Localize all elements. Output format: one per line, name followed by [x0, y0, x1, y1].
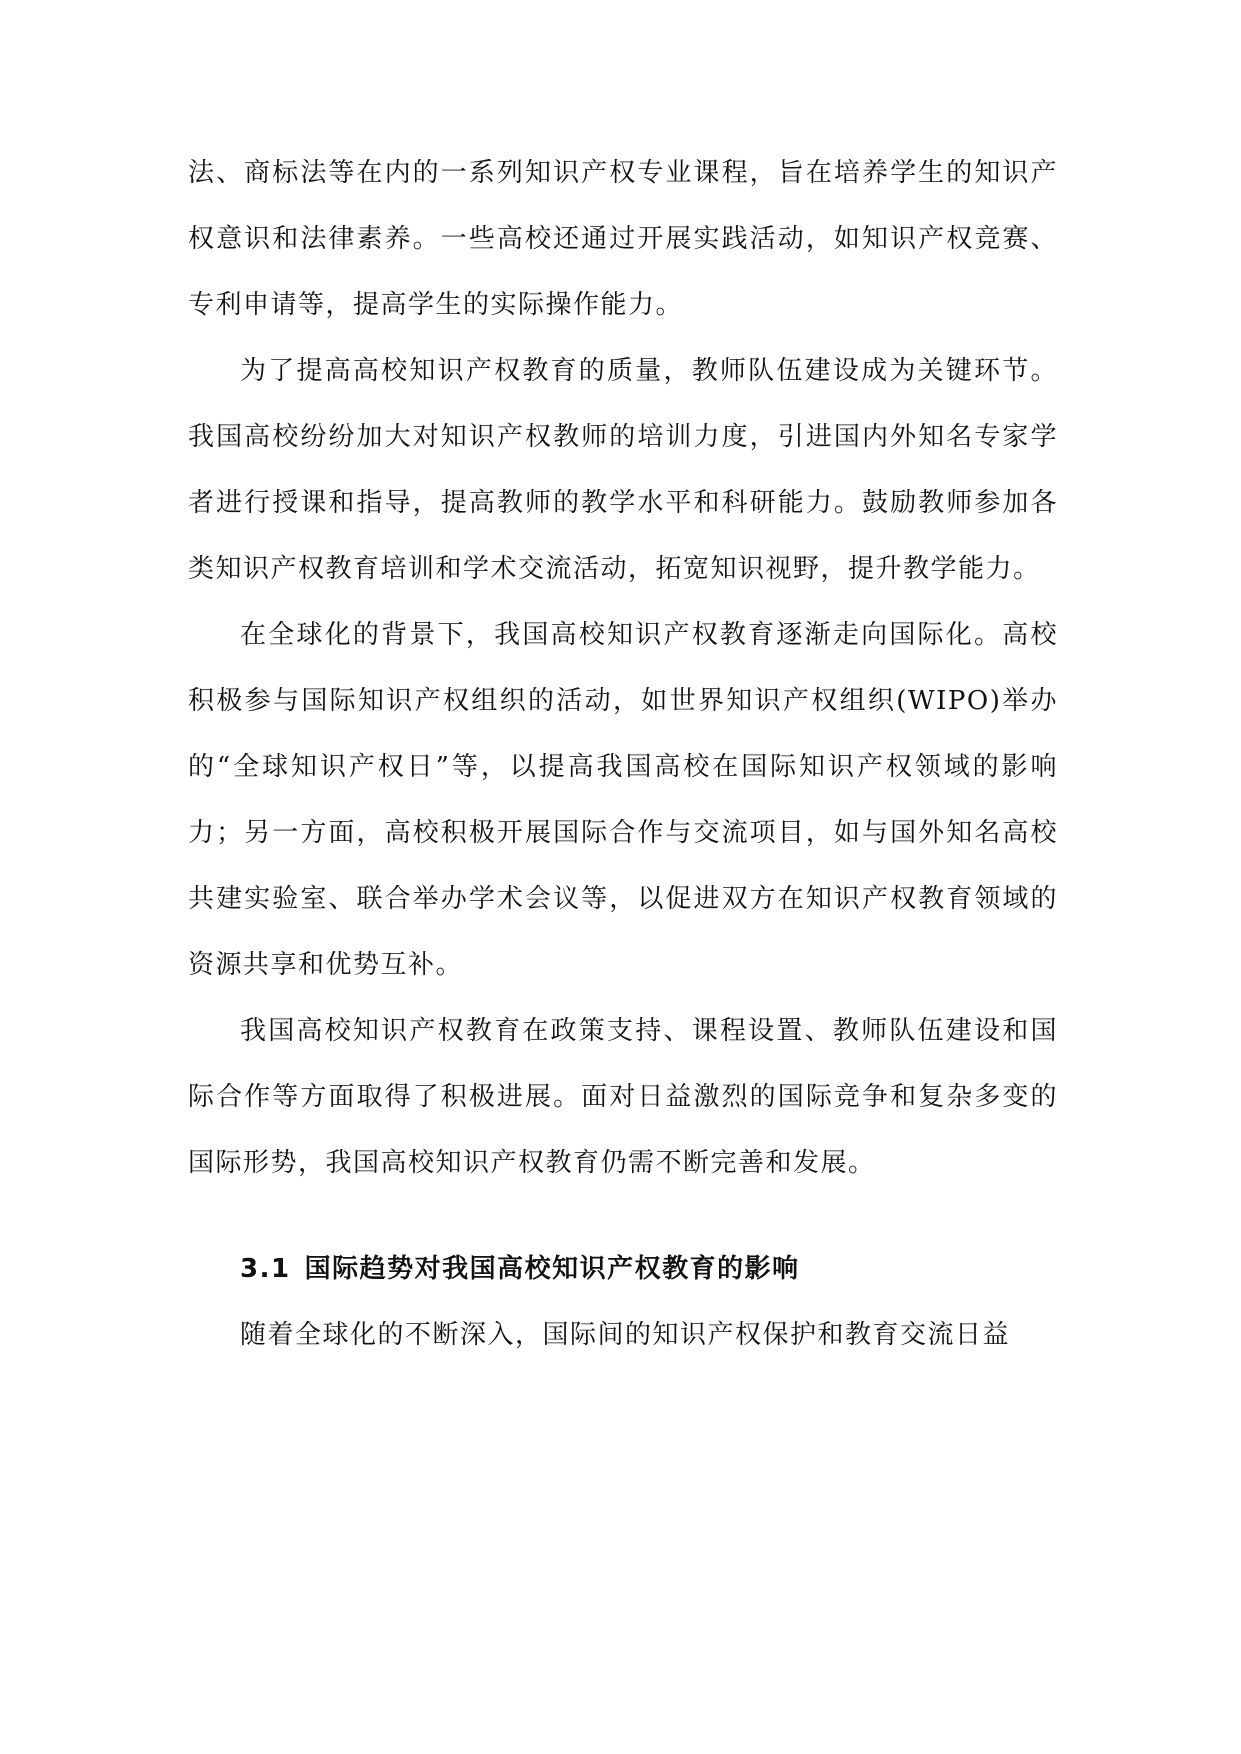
section-heading — [188, 1236, 1058, 1302]
paragraph-continued: 法、商标法等在内的一系列知识产权专业课程，旨在培养学生的知识产权意识和法律素养。一些高校还通过开展实践活动，如知识产权竞赛、专利申请等，提高学生的实际操作能力。 — [188, 158, 1058, 320]
section-number: 3.1 — [240, 1254, 291, 1284]
paragraph-teacher-team: 为了提高高校知识产权教育的质量，教师队伍建设成为关键环节。我国高校纷纷加大对知识产权教师的培训力度，引进国内外知名专家学者进行授课和指导，提高教师的教学水平和科研能力。鼓励教师参加各类知识产权教育培训和学术交流活动，拓宽知识视野，提升教学能力。 — [188, 356, 1058, 584]
paragraph-internationalization: 在全球化的背景下，我国高校知识产权教育逐渐走向国际化。高校积极参与国际知识产权组织的活动，如世界知识产权组织(WIPO)举办的“全球知识产权日”等，以提高我国高校在国际知识产权领域的影响力；另一方面，高校积极开展国际合作与交流项目，如与国外知名高校共建实验室、联合举办学术会议等，以促进双方在知识产权教育领域的资源共享和优势互补。 — [188, 620, 1058, 980]
section-paragraph: 随着全球化的不断深入，国际间的知识产权保护和教育交流日益 — [240, 1320, 1011, 1350]
section-title: 国际趋势对我国高校知识产权教育的影响 — [304, 1254, 800, 1284]
paragraph-summary: 我国高校知识产权教育在政策支持、课程设置、教师队伍建设和国际合作等方面取得了积极进展。面对日益激烈的国际竞争和复杂多变的国际形势，我国高校知识产权教育仍需不断完善和发展。 — [188, 1016, 1058, 1178]
document-body — [188, 140, 1058, 1368]
